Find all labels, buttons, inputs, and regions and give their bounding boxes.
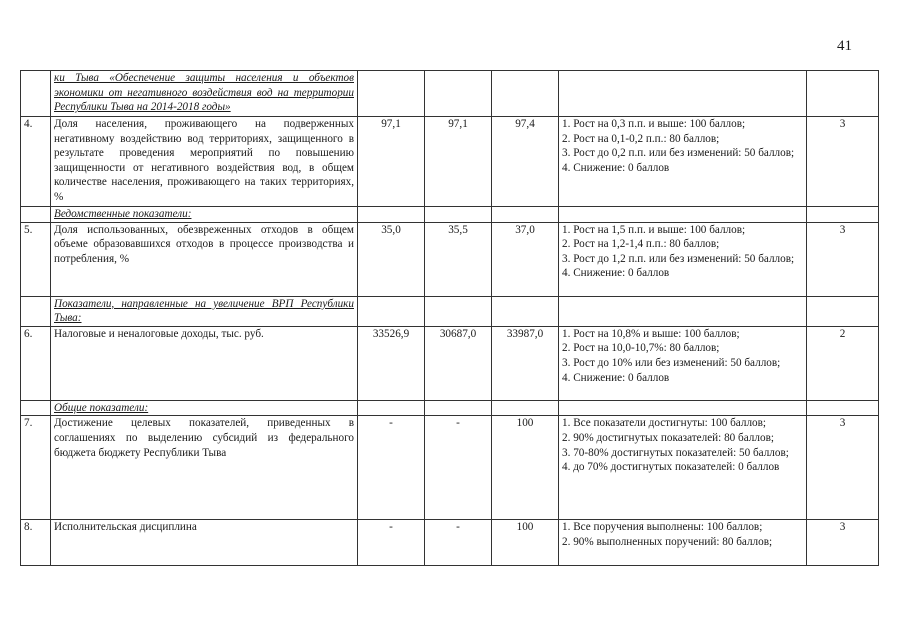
indicator-name: Достижение целевых показателей, приведенных в соглашениях по выделению субсидий из федерального бюджета бюджету Республики Тыва [51,416,358,520]
criteria [559,416,807,520]
criteria [559,117,807,207]
value-1: 33526,9 [358,326,425,400]
criterion: 2. Рост на 10,0-10,7%: 80 баллов; [562,342,720,355]
criterion: 4. Снижение: 0 баллов [562,161,670,174]
value-3: 100 [492,520,559,566]
weight: 3 [807,416,879,520]
criteria [559,520,807,566]
criterion: 2. 90% выполненных поручений: 80 баллов; [562,535,773,548]
table-row [21,326,879,400]
criterion: 2. Рост на 0,1-0,2 п.п.: 80 баллов; [562,132,720,145]
criteria [559,222,807,296]
weight: 3 [807,520,879,566]
section-label: ки Тыва «Обеспечение защиты населения и объектов экономики от негативного воздействия вод на территории Республики Тыва на 2014-2018 годы» [54,72,354,114]
criterion: 1. Все поручения выполнены: 100 баллов; [562,521,763,534]
table-row [21,222,879,296]
criterion: 4. Снижение: 0 баллов [562,267,670,280]
indicator-number: 4. [21,117,51,207]
section-header [51,296,358,326]
criterion: 1. Рост на 0,3 п.п. и выше: 100 баллов; [562,118,746,130]
value-3: 37,0 [492,222,559,296]
table-row [21,207,879,223]
value-1: 35,0 [358,222,425,296]
value-3: 97,4 [492,117,559,207]
indicators-table [20,70,879,566]
value-2: 35,5 [425,222,492,296]
criterion: 3. Рост до 0,2 п.п. или без изменений: 50 баллов; [562,147,795,160]
cell-num [21,71,51,117]
criterion: 2. 90% достигнутых показателей: 80 баллов; [562,431,774,444]
table-row [21,520,879,566]
weight: 3 [807,222,879,296]
value-3: 33987,0 [492,326,559,400]
section-label: Общие показатели: [54,401,149,414]
criterion: 2. Рост на 1,2-1,4 п.п.: 80 баллов; [562,238,720,251]
criterion: 3. 70-80% достигнутых показателей: 50 баллов; [562,446,789,459]
indicator-number: 7. [21,416,51,520]
weight: 2 [807,326,879,400]
section-header [51,400,358,416]
value-2: - [425,520,492,566]
value-1: 97,1 [358,117,425,207]
value-2: 30687,0 [425,326,492,400]
criterion: 1. Рост на 10,8% и выше: 100 баллов; [562,327,740,340]
weight: 3 [807,117,879,207]
section-header [51,207,358,223]
value-2: - [425,416,492,520]
value-1: - [358,416,425,520]
table-row [21,71,879,117]
criterion: 4. до 70% достигнутых показателей: 0 баллов [562,461,780,474]
table-row [21,416,879,520]
value-2: 97,1 [425,117,492,207]
table-row [21,117,879,207]
criterion: 3. Рост до 10% или без изменений: 50 баллов; [562,356,781,369]
page-number: 41 [837,38,852,54]
indicator-name: Доля использованных, обезвреженных отходов в общем объеме образовавшихся отходов в процессе производства и потребления, % [51,222,358,296]
criterion: 3. Рост до 1,2 п.п. или без изменений: 50 баллов; [562,252,795,265]
criteria [559,326,807,400]
indicator-name: Доля населения, проживающего на подверженных негативному воздействию вод территориях, защищенного в результате проведения мероприятий по повышению защищенности от негативного воздействия вод, в общем количестве населения, проживающего на таких территориях, % [51,117,358,207]
indicator-number: 5. [21,222,51,296]
section-label: Показатели, направленные на увеличение ВРП Республики Тыва: [54,297,354,325]
indicator-number: 8. [21,520,51,566]
value-1: - [358,520,425,566]
table-row [21,400,879,416]
section-label: Ведомственные показатели: [54,208,192,220]
criterion: 4. Снижение: 0 баллов [562,371,670,384]
indicator-number: 6. [21,326,51,400]
indicator-name: Исполнительская дисциплина [51,520,358,566]
section-header [51,71,358,117]
criterion: 1. Рост на 1,5 п.п. и выше: 100 баллов; [562,223,746,236]
value-3: 100 [492,416,559,520]
indicator-name: Налоговые и неналоговые доходы, тыс. руб. [51,326,358,400]
criterion: 1. Все показатели достигнуты: 100 баллов; [562,417,767,430]
table-row [21,296,879,326]
